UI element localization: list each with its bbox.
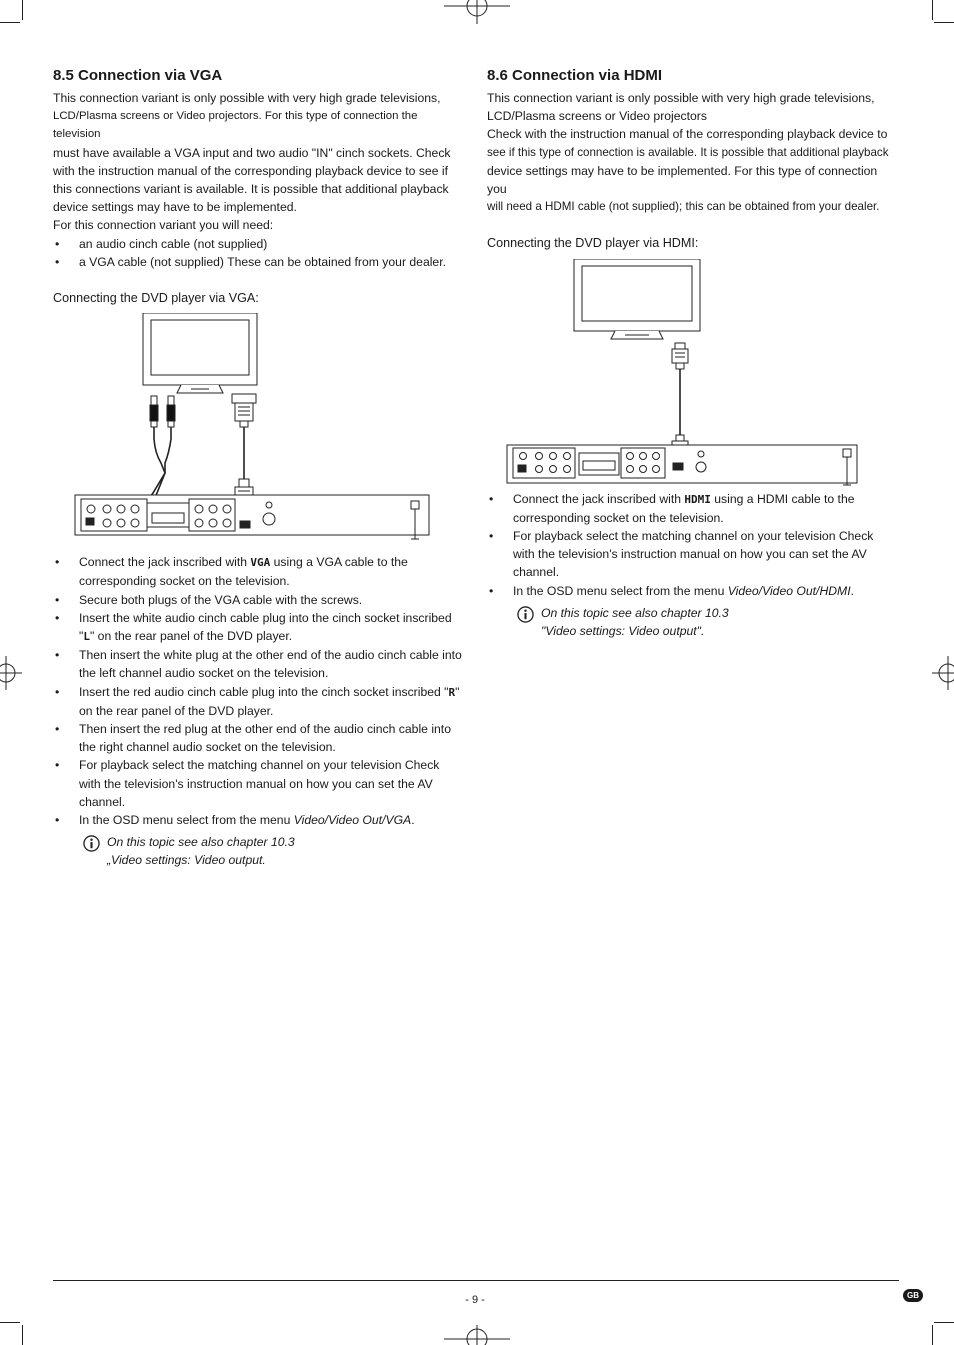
vga-intro <box>53 89 463 235</box>
intro-line: must have available a VGA input and two audio "IN" cinch sockets. Check <box>53 145 451 160</box>
registration-mark-top <box>444 0 510 30</box>
vga-needs-list <box>53 235 463 271</box>
page-number: - 9 - <box>465 1294 485 1306</box>
intro-line: this connections variant is available. It is possible that additional playback <box>53 182 449 197</box>
section-vga <box>53 66 463 870</box>
intro-line: will need a HDMI cable (not supplied); this can be obtained from your dealer. <box>487 200 880 214</box>
hdmi-intro <box>487 89 897 216</box>
crop-mark <box>934 22 954 23</box>
crop-mark <box>932 0 933 20</box>
intro-line: Check with the instruction manual of the corresponding playback device to <box>487 127 888 142</box>
registration-mark-left <box>0 656 22 690</box>
television <box>143 313 257 393</box>
list-item: • an audio cinch cable (not supplied) <box>53 235 463 253</box>
section-heading-hdmi: 8.6 Connection via HDMI <box>487 67 663 84</box>
vga-info-note <box>53 833 463 869</box>
cinch-plugs <box>150 396 175 427</box>
intro-line: LCD/Plasma screens or Video projectors. For this type of connection the television <box>53 110 418 141</box>
list-item: • Then insert the red plug at the other end of the audio cinch cable into the right channel audio socket on the television. <box>53 720 463 756</box>
section-hdmi <box>487 66 897 640</box>
dvd-player-rear <box>75 495 429 539</box>
list-item: • Insert the white audio cinch cable plug into the cinch socket inscribed "L" on the rear panel of the DVD player. <box>53 609 463 646</box>
section-heading-vga: 8.5 Connection via VGA <box>53 67 223 84</box>
vga-plug-top <box>232 394 256 427</box>
registration-mark-right <box>932 656 954 690</box>
intro-line: see if this type of connection is available. It is possible that additional playback <box>487 145 889 159</box>
crop-mark <box>0 22 20 23</box>
hdmi-info-note <box>487 604 897 640</box>
crop-mark <box>934 1322 954 1323</box>
hdmi-subheading: Connecting the DVD player via HDMI: <box>487 236 699 251</box>
note-line: On this topic see also chapter 10.3 <box>107 835 295 850</box>
hdmi-steps-list <box>487 490 897 600</box>
dvd-player-rear <box>507 445 857 485</box>
note-line: "Video settings: Video output". <box>541 624 705 639</box>
television <box>574 259 700 339</box>
crop-mark <box>22 0 23 20</box>
list-item: • Insert the red audio cinch cable plug into the cinch socket inscribed "R" on the rear panel of the DVD player. <box>53 683 463 720</box>
note-line: On this topic see also chapter 10.3 <box>541 605 729 620</box>
hdmi-connection-diagram <box>487 259 867 487</box>
list-item: • a VGA cable (not supplied) These can be obtained from your dealer. <box>53 253 463 271</box>
hdmi-plug-top <box>672 343 688 369</box>
list-item: • Then insert the white plug at the other end of the audio cinch cable into the left channel audio socket on the television. <box>53 646 463 682</box>
intro-line: device settings may have to be implemented. <box>53 200 297 215</box>
footer-rule <box>53 1280 899 1281</box>
list-item: • For playback select the matching channel on your television Check with the television's instruction manual on how you can set the AV channel. <box>53 756 463 811</box>
intro-line: For this connection variant you will need: <box>53 218 274 233</box>
intro-line: This connection variant is only possible with very high grade televisions, <box>487 91 875 105</box>
list-item: • In the OSD menu select from the menu Video/Video Out/HDMI. <box>487 582 897 600</box>
vga-connection-diagram <box>73 313 453 545</box>
intro-line: LCD/Plasma screens or Video projectors <box>487 109 707 124</box>
info-icon <box>517 606 534 623</box>
list-item: • Connect the jack inscribed with HDMI using a HDMI cable to the corresponding socket on the television. <box>487 490 897 527</box>
list-item: • Secure both plugs of the VGA cable with the screws. <box>53 591 463 609</box>
vga-subheading: Connecting the DVD player via VGA: <box>53 291 259 306</box>
registration-mark-bottom <box>444 1325 510 1345</box>
crop-mark <box>22 1325 23 1345</box>
language-badge: GB <box>903 1289 923 1302</box>
note-line: „Video settings: Video output. <box>107 853 266 868</box>
list-item: • Connect the jack inscribed with VGA using a VGA cable to the corresponding socket on the television. <box>53 553 463 590</box>
crop-mark <box>932 1325 933 1345</box>
list-item: • In the OSD menu select from the menu Video/Video Out/VGA. <box>53 811 463 829</box>
vga-steps-list <box>53 553 463 829</box>
intro-line: with the instruction manual of the corresponding playback device to see if <box>53 163 448 178</box>
intro-line: device settings may have to be implemented. For this type of connection you <box>487 163 878 197</box>
crop-mark <box>0 1322 20 1323</box>
intro-line: This connection variant is only possible with very high grade televisions, <box>53 91 441 105</box>
info-icon <box>83 835 100 852</box>
list-item: • For playback select the matching channel on your television Check with the television's instruction manual on how you can set the AV channel. <box>487 527 897 582</box>
